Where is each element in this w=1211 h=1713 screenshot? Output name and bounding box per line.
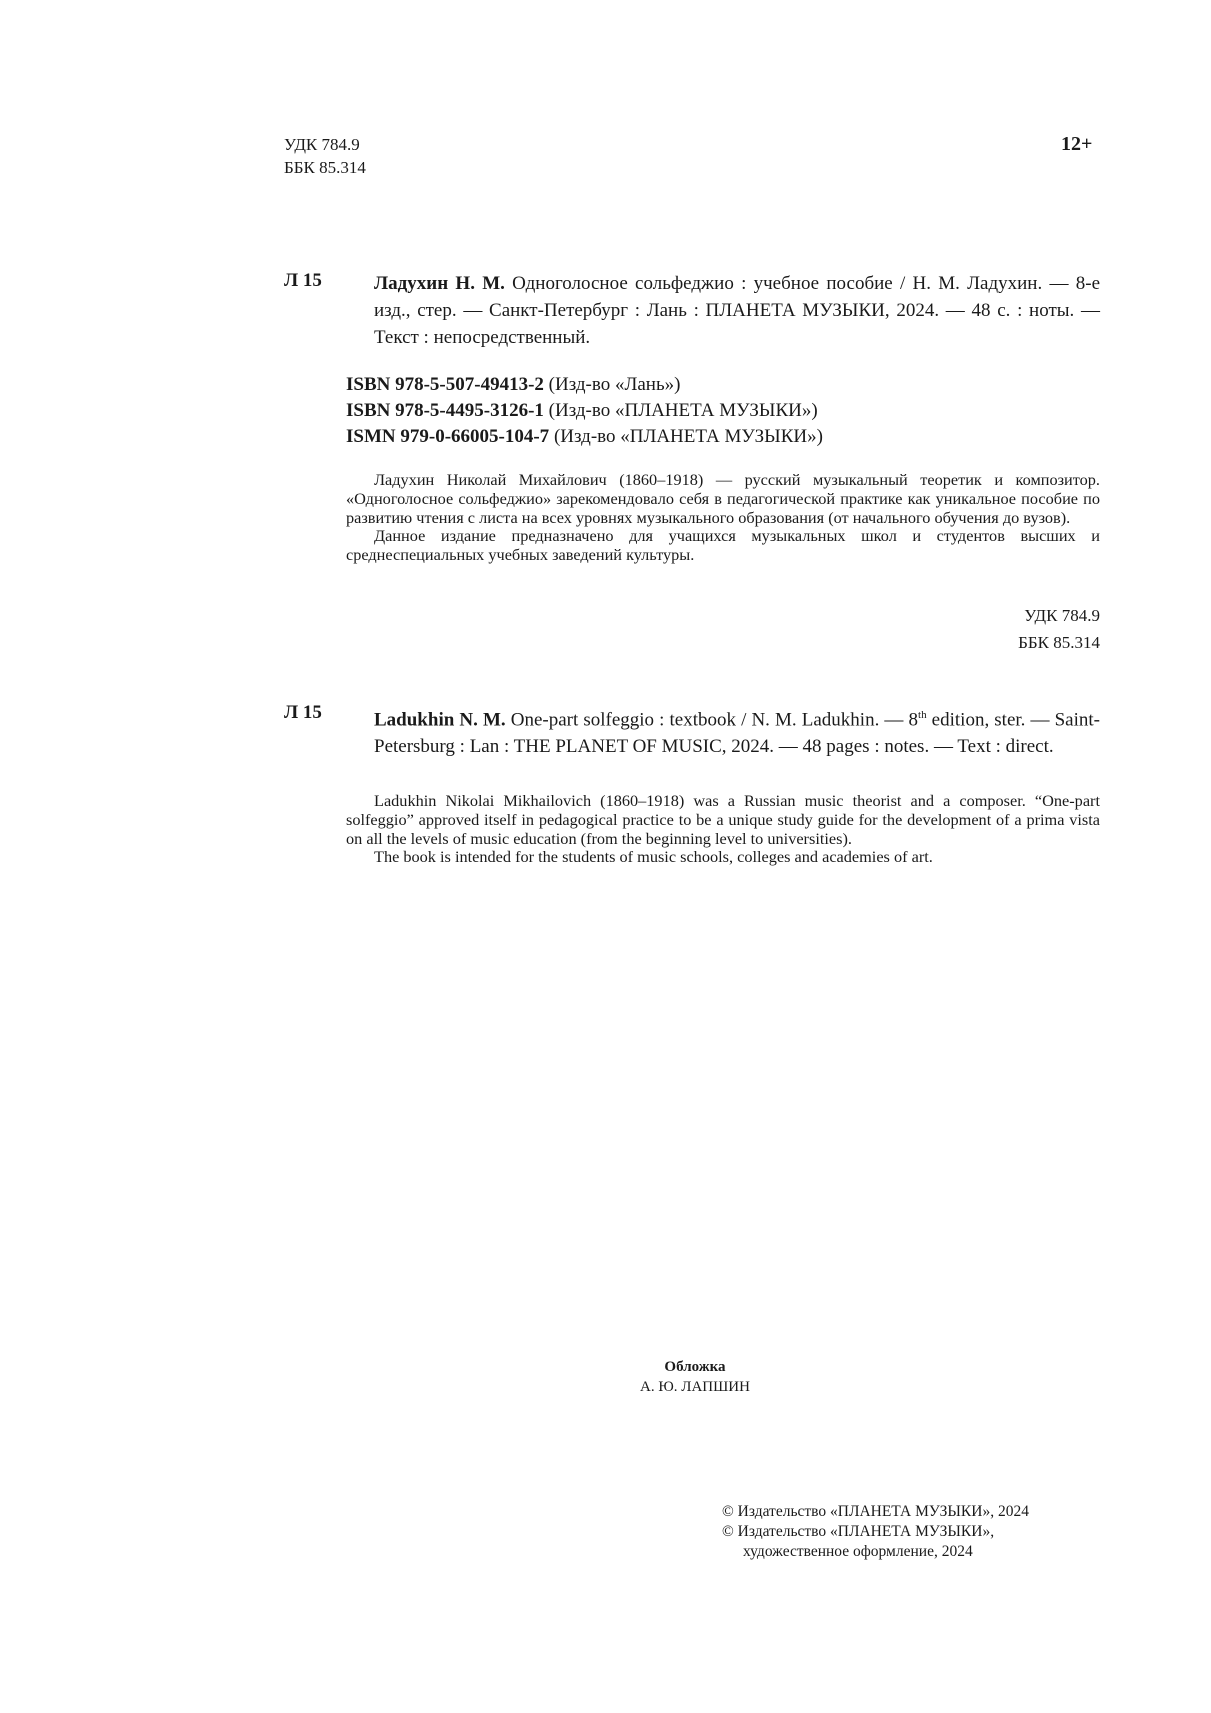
ismn-publisher: (Изд-во «ПЛАНЕТА МУЗЫКИ») <box>553 426 823 447</box>
isbn-line <box>346 398 823 424</box>
entry-body-ru: Одноголосное сольфеджио : учебное пособие / Н. М. Ладухин. — 8-е изд., стер. — Санкт-Петербург : Лань : ПЛАНЕТА МУЗЫКИ, 2024. — 48 с. : ноты. — Текст : непосредственный. <box>374 273 1101 348</box>
age-rating: 12+ <box>1061 133 1093 155</box>
copyright-line: © Издательство «ПЛАНЕТА МУЗЫКИ», 2024 <box>722 1503 1029 1520</box>
ismn-number: ISMN 979-0-66005-104-7 <box>346 426 550 447</box>
annotation-ru <box>346 471 1100 565</box>
isbn-block <box>346 372 823 450</box>
copyright-line: художественное оформление, 2024 <box>743 1543 973 1560</box>
copyright-block <box>722 1502 1029 1562</box>
annotation-ru-p2: Данное издание предназначено для учащихся музыкальных школ и студентов высших и среднеспециальных учебных заведений культуры. <box>346 526 1100 565</box>
udk-code-right: УДК 784.9 <box>1024 606 1100 625</box>
annotation-en-p2: The book is intended for the students of music schools, colleges and academies of art. <box>374 847 933 867</box>
isbn-number: ISBN 978-5-4495-3126-1 <box>346 400 544 421</box>
bbk-code: ББК 85.314 <box>284 158 366 177</box>
author-sign-en: Л 15 <box>284 702 322 723</box>
edition-superscript: th <box>918 709 927 721</box>
ismn-line <box>346 424 823 450</box>
entry-body-en-part2: edition, ster. — Saint-Petersburg : Lan : THE PLANET OF MUSIC, 2024. — 48 pages : notes. — Text : direct. <box>374 709 1100 758</box>
author-name-ru: Ладухин Н. М. <box>374 273 505 294</box>
author-sign-ru: Л 15 <box>284 270 322 291</box>
cover-label: Обложка <box>664 1359 726 1375</box>
bbk-code-right: ББК 85.314 <box>1018 633 1100 652</box>
annotation-en <box>346 792 1100 867</box>
bibliographic-entry-ru <box>374 270 1100 351</box>
annotation-ru-p1: Ладухин Николай Михайлович (1860–1918) — русский музыкальный теоретик и композитор. «Одноголосное сольфеджио» зарекомендовало себя в педагогической практике как уникальное пособие по развитию чтения с листа на всех уровнях музыкального образования (от начального обучения до вузов). <box>346 470 1100 527</box>
entry-body-en-part1: One-part solfeggio : textbook / N. M. Ladukhin. — 8 <box>510 709 919 731</box>
udk-code: УДК 784.9 <box>284 135 360 154</box>
annotation-en-p1: Ladukhin Nikolai Mikhailovich (1860–1918) was a Russian music theorist and a composer. “One-part solfeggio” approved itself in pedagogical practice to be a unique study guide for the development of a prima vista on all the levels of music education (from the beginning level to universities). <box>346 791 1100 848</box>
isbn-line <box>346 372 823 398</box>
cover-artist: А. Ю. ЛАПШИН <box>640 1379 750 1395</box>
udk-bbk-right <box>900 602 1100 656</box>
isbn-publisher: (Изд-во «Лань») <box>548 374 681 395</box>
udk-bbk-top <box>284 133 366 179</box>
bibliographic-entry-en <box>374 702 1100 760</box>
copyright-line: © Издательство «ПЛАНЕТА МУЗЫКИ», <box>722 1523 995 1540</box>
author-name-en: Ladukhin N. M. <box>374 709 506 731</box>
cover-credit <box>560 1357 830 1397</box>
isbn-number: ISBN 978-5-507-49413-2 <box>346 374 544 395</box>
isbn-publisher: (Изд-во «ПЛАНЕТА МУЗЫКИ») <box>548 400 818 421</box>
